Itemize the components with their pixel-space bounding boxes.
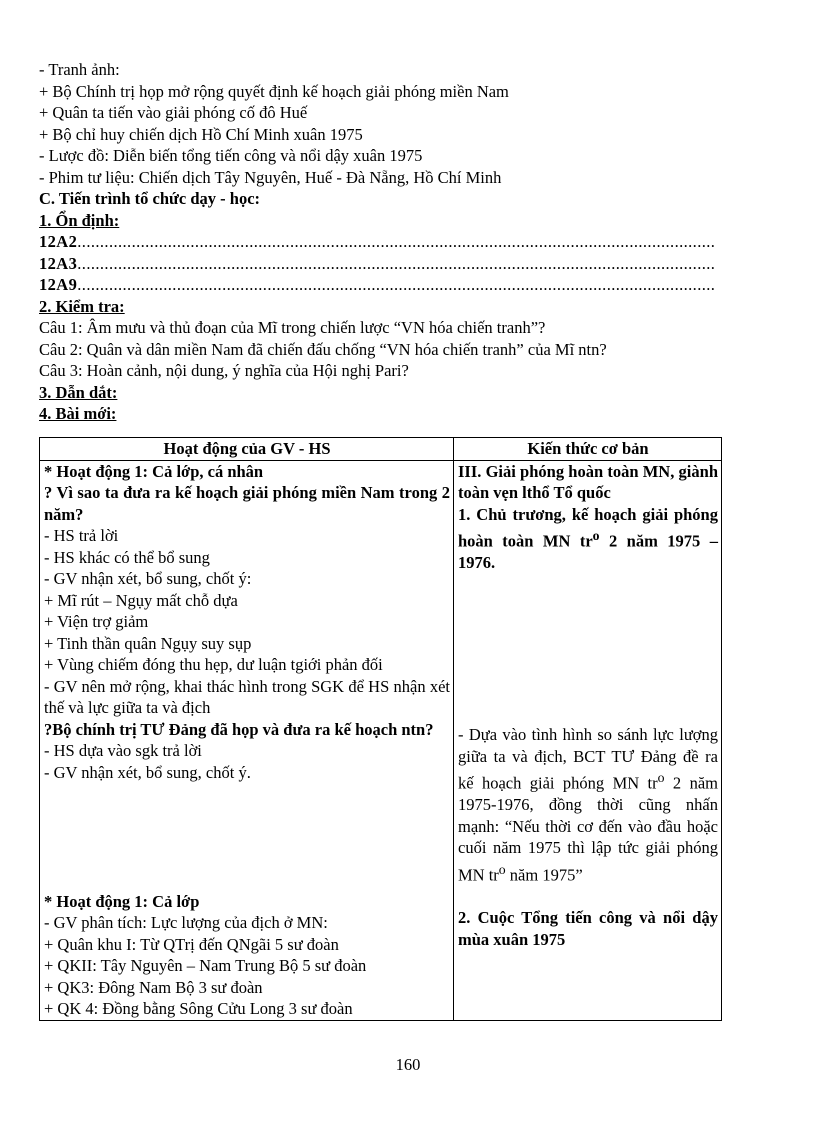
stabilize-heading: 1. Ổn định: [39,210,120,230]
class-row [39,231,715,253]
list-item: + Tinh thần quân Ngụy suy sụp [44,633,252,653]
knowledge-heading: III. Giải phóng hoàn toàn MN, giành toàn vẹn lthổ Tổ quốc [458,461,718,502]
list-item: + Viện trợ giảm [44,612,149,631]
list-item: + Quân khu I: Từ QTrị đến QNgãi 5 sư đoàn [44,934,339,954]
page-number: 160 [395,1055,421,1074]
spacer [458,681,718,703]
section-c-heading: C. Tiến trình tổ chức dạy - học: [39,189,261,208]
table-row [40,460,722,1020]
activity-title: * Hoạt động 1: Cả lớp [44,891,200,911]
spacer [458,703,718,725]
class-label: 12A9 [39,275,78,294]
subheading-text: 2 năm 1975 – 1976. [458,531,718,572]
material-item: + Bộ Chính trị họp mở rộng quyết định kế hoạch giải phóng miền Nam [39,81,509,101]
intro-section [39,59,759,425]
class-row [39,253,715,275]
spacer [44,783,450,805]
material-item: - Phim tư liệu: Chiến dịch Tây Nguyên, Huế - Đà Nẵng, Hồ Chí Minh [39,167,502,187]
question: Câu 3: Hoàn cảnh, nội dung, ý nghĩa của Hội nghị Pari? [39,361,409,380]
subheading-text: 1. Chủ trương, kế hoạch giải phóng hoàn toàn MN tr [458,504,718,551]
material-item: + Bộ chỉ huy chiến dịch Hồ Chí Minh xuân 1975 [39,124,363,144]
knowledge-subheading: 2. Cuộc Tổng tiến công và nổi dậy mùa xuân 1975 [458,908,718,949]
spacer [458,595,718,617]
list-item: - GV phân tích: Lực lượng của địch ở MN: [44,913,328,932]
list-item: - GV nên mở rộng, khai thác hình trong SGK để HS nhận xét thế và lực giữa ta và địch [44,676,450,717]
spacer [458,638,718,660]
list-item: - HS trả lời [44,526,119,545]
superscript: o [498,861,506,877]
list-item: - GV nhận xét, bổ sung, chốt ý. [44,762,251,782]
knowledge-cell [454,460,722,1020]
class-label: 12A2 [39,232,78,251]
list-item: + Mĩ rút – Ngụy mất chỗ dựa [44,590,238,610]
spacer [44,869,450,891]
list-item: + QK3: Đông Nam Bộ 3 sư đoàn [44,977,263,997]
spacer [458,660,718,682]
list-item: + QKII: Tây Nguyên – Nam Trung Bộ 5 sư đoàn [44,956,367,975]
materials-heading: - Tranh ảnh: [39,60,120,79]
knowledge-paragraph [458,724,718,886]
activity-question: ? Vì sao ta đưa ra kế hoạch giải phóng miền Nam trong 2 năm? [44,483,450,524]
class-label: 12A3 [39,253,78,273]
activity-title: * Hoạt động 1: Cả lớp, cá nhân [44,461,264,481]
lead-in-heading: 3. Dẫn dắt: [39,382,118,402]
material-item: + Quân ta tiến vào giải phóng cố đô Huế [39,103,308,122]
header-knowledge: Kiến thức cơ bản [454,438,722,461]
question: Câu 2: Quân và dân miền Nam đã chiến đấu chống “VN hóa chiến tranh” của Mĩ ntn? [39,339,607,359]
header-activities: Hoạt động của GV - HS [40,438,454,461]
spacer [44,826,450,848]
list-item: - GV nhận xét, bổ sung, chốt ý: [44,569,252,588]
spacer [44,848,450,870]
spacer [458,886,718,908]
question: Câu 1: Âm mưu và thủ đoạn của Mĩ trong chiến lược “VN hóa chiến tranh”? [39,318,546,337]
class-row [39,274,715,296]
activities-cell [40,460,454,1020]
spacer [458,574,718,596]
activity-question: ?Bộ chính trị TƯ Đảng đã họp và đưa ra kế hoạch ntn? [44,719,434,739]
spacer [458,617,718,639]
spacer [44,805,450,827]
knowledge-subheading [458,504,718,574]
new-lesson-heading: 4. Bài mới: [39,404,117,423]
paragraph-text: - Dựa vào tình hình so sánh lực lượng giữa ta và địch, BCT TƯ Đảng đề ra kế hoạch giải phóng MN tr [458,725,718,793]
lesson-table [39,437,722,1021]
paragraph-text: 2 năm 1975-1976, đồng thời cũng nhấn mạnh: “Nếu thời cơ đến vào đầu hoặc cuối năm 1975 thì lập tức giải phóng MN tr [458,773,718,884]
list-item: + QK 4: Đồng bằng Sông Cửu Long 3 sư đoàn [44,999,353,1018]
list-item: - HS khác có thể bổ sung [44,547,210,567]
superscript: o [592,528,600,543]
paragraph-text: năm 1975” [505,865,583,884]
list-item: - HS dựa vào sgk trả lời [44,741,202,760]
table-header-row [40,438,722,461]
check-heading: 2. Kiểm tra: [39,296,125,316]
superscript: o [657,770,665,785]
material-item: - Lược đồ: Diễn biến tổng tiến công và nổi dậy xuân 1975 [39,146,423,165]
list-item: + Vùng chiếm đóng thu hẹp, dư luận tgiới phản đối [44,655,383,674]
